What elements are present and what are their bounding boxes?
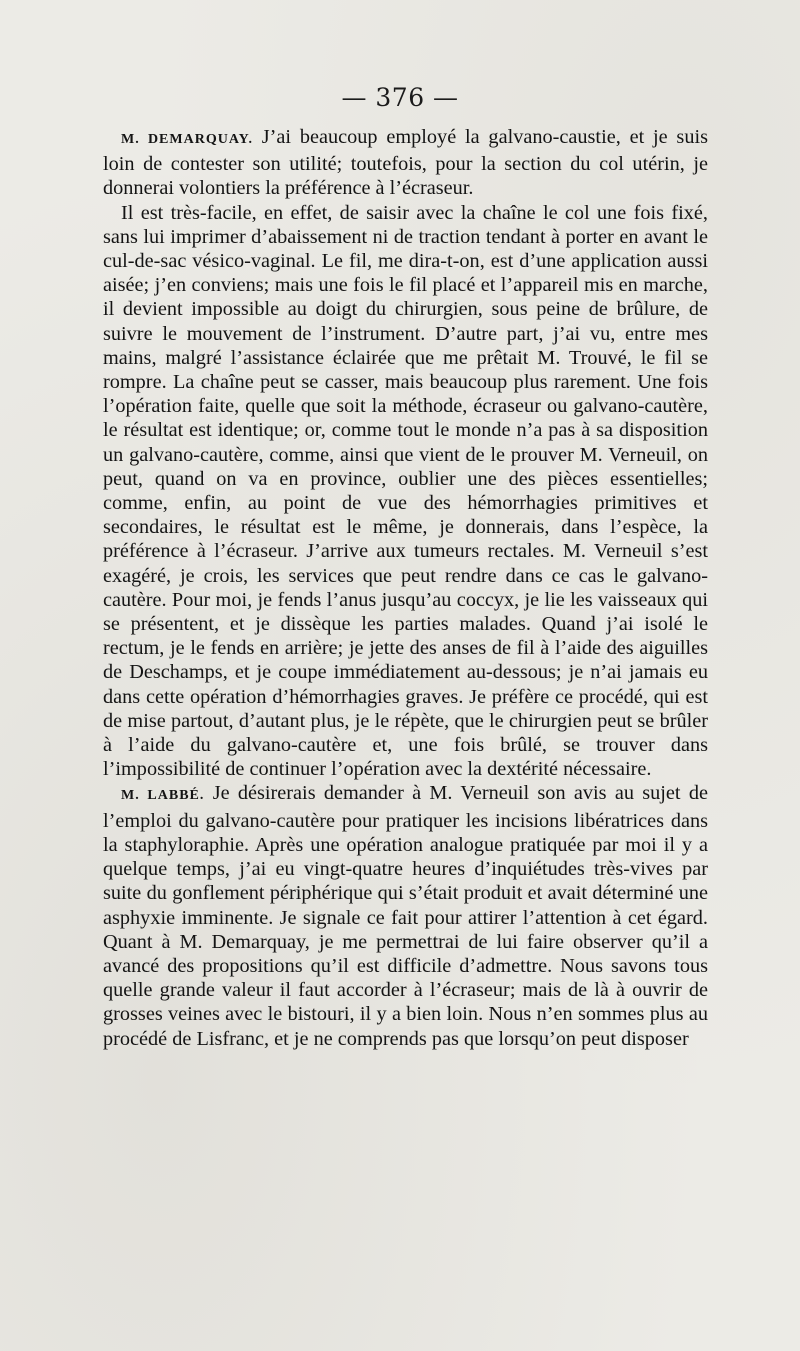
body-text (103, 125, 708, 1051)
paragraph-text: Il est très-facile, en effet, de saisir avec la chaîne le col une fois fixé, sans lui imprimer d’abaissement ni de traction tendant à porter en avant le cul-de-sac vésico-vaginal. Le fil, me dira-t-on, est d’une application aussi aisée; j’en conviens; mais une fois le fil placé et l’appareil mis en marche, il devient impossible au doigt du chirurgien, sous peine de brûlure, de suivre le mouvement de l’instrument. D’autre part, j’ai vu, entre mes mains, malgré l’assistance éclairée que me prêtait M. Trouvé, le fil se rompre. La chaîne peut se casser, mais beaucoup plus rarement. Une fois l’opération faite, quelle que soit la méthode, écraseur ou galvano-cautère, le résultat est identique; or, comme tout le monde n’a pas à sa disposition un galvano-cautère, comme, ainsi que vient de le prouver M. Verneuil, on peut, quand on va en province, oublier une des pièces essentielles; comme, enfin, au point de vue des hémorrhagies primitives et secondaires, le résultat est le même, je donnerais, dans l’espèce, la préférence à l’écraseur. J’arrive aux tumeurs rectales. M. Verneuil s’est exagéré, je crois, les services que peut rendre dans ce cas le galvano-cautère. Pour moi, je fends l’anus jusqu’au coccyx, je lie les vaisseaux qui se présentent, et je dissèque les parties malades. Quand j’ai isolé le rectum, je le fends en arrière; je jette des anses de fil à l’aide des aiguilles de Deschamps, et je coupe immédiatement au-dessous; je n’ai jamais eu dans cette opération d’hémorrhagies graves. Je préfère ce procédé, qui est de mise partout, d’autant plus, je le répète, que le chirurgien peut se brûler à l’aide du galvano-cautère et, une fois brûlé, se trouver dans l’impossibilité de continuer l’opération avec la dextérité nécessaire. (103, 201, 708, 781)
speaker-name: M. LABBÉ. (121, 788, 205, 804)
paragraph-text: J’ai beaucoup employé la galvano-caustie, et je suis loin de contester son utilité; toutefois, pour la section du col utérin, je donnerai volontiers la préférence à l’écraseur. (103, 126, 708, 200)
paragraph-labbe (103, 781, 708, 1050)
paragraph-demarquay (103, 125, 708, 201)
paragraph-continuation (103, 201, 708, 782)
page-number: — 376 — (341, 83, 459, 112)
paragraph-text: Je désirerais demander à M. Verneuil son avis au sujet de l’emploi du galvano-cautère pour pratiquer les incisions libératrices dans la staphyloraphie. Après une opération analogue pratiquée par moi il y a quelque temps, j’ai eu vingt-quatre heures d’inquiétudes très-vives par suite du gonflement périphérique qui s’était produit et avait déterminé une asphyxie imminente. Je signale ce fait pour attirer l’attention à cet égard. Quant à M. Demarquay, je me permettrai de lui faire observer qu’il a avancé des propositions qu’il est difficile d’admettre. Nous savons tous quelle grande valeur il faut accorder à l’écraseur; mais de là à ouvrir de grosses veines avec le bistouri, il y a bien loin. Nous n’en sommes plus au procédé de Lisfranc, et je ne comprends pas que lorsqu’on peut disposer (103, 782, 708, 1050)
speaker-name: M. DEMARQUAY. (121, 132, 253, 147)
